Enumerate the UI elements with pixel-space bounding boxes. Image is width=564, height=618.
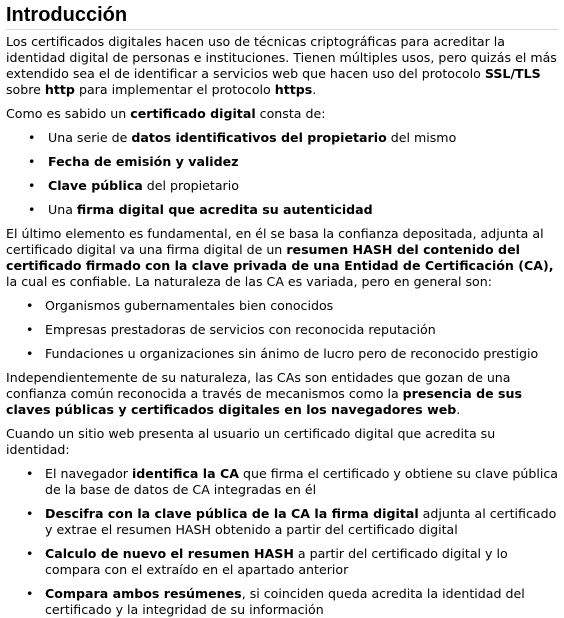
list-item xyxy=(6,298,558,314)
text-run: Una xyxy=(48,202,77,217)
text-run: sobre xyxy=(6,82,45,97)
text-run: Organismos gubernamentales bien conocidos xyxy=(45,298,334,313)
text-run: Los certificados digitales hacen uso de técnicas criptográficas para acreditar la identidad digital de personas e instituciones. Tienen múltiples usos, pero quizás el más extendido sea el de identificar a servicios web que hacen uso del protocolo xyxy=(6,34,557,81)
text-run: que firma el certificado y obtiene su clave pública de la base de datos de CA integradas en él xyxy=(45,466,558,497)
list-item xyxy=(6,546,558,578)
list-item xyxy=(6,466,558,498)
text-run: Independientemente de su naturaleza, las CAs son entidades que gozan de una confianza común reconocida a través de mecanismos como la xyxy=(6,370,511,401)
text-run: El navegador xyxy=(45,466,132,481)
text-run: a partir del certificado digital y lo compara con el extraído en el apartado anterior xyxy=(45,546,508,577)
text-run: . xyxy=(456,402,461,417)
bold-text: https xyxy=(274,82,313,97)
text-run: El último elemento es fundamental, en él se basa la confianza depositada, adjunta al certificado digital va una firma digital de un xyxy=(6,226,544,257)
verification-steps-list xyxy=(6,466,558,618)
text-run: la cual es confiable. La naturaleza de las CA es variada, pero en general son: xyxy=(6,274,492,289)
bold-text: presencia de sus claves públicas y certificados digitales en los navegadores web xyxy=(6,386,523,417)
bold-text: SSL/TLS xyxy=(484,66,541,81)
list-item xyxy=(6,202,558,218)
text-run: Cuando un sitio web presenta al usuario un certificado digital que acredita su identidad: xyxy=(6,426,496,457)
text-run: del propietario xyxy=(142,178,239,193)
bold-text: identifica la CA xyxy=(131,466,239,481)
text-run: Empresas prestadoras de servicios con reconocida reputación xyxy=(45,322,436,337)
text-run: consta de: xyxy=(255,106,326,121)
bold-text: Calculo de nuevo el resumen HASH xyxy=(45,546,294,561)
list-item xyxy=(6,130,558,146)
text-run: . xyxy=(312,82,317,97)
text-run: adjunta al certificado y extrae el resumen HASH obtenido a partir del certificado digital xyxy=(45,506,557,537)
bold-text: datos identificativos del propietario xyxy=(131,130,387,145)
bold-text: firma digital que acredita su autenticidad xyxy=(76,202,373,217)
bold-text: certificado digital xyxy=(130,106,256,121)
bold-text: Descifra con la clave pública de la CA la firma digital xyxy=(45,506,419,521)
page-title: Introducción xyxy=(6,4,558,30)
intro-paragraph xyxy=(6,34,558,98)
bold-text: Compara ambos resúmenes xyxy=(45,586,242,601)
text-run: Como es sabido un xyxy=(6,106,131,121)
text-run: Fundaciones u organizaciones sin ánimo de lucro pero de reconocido prestigio xyxy=(45,346,539,361)
bold-text: Clave pública xyxy=(48,178,143,193)
bold-text: http xyxy=(44,82,75,97)
verification-intro-paragraph xyxy=(6,426,558,458)
ca-types-list xyxy=(6,298,558,362)
list-item xyxy=(6,586,558,618)
list-item xyxy=(6,178,558,194)
bold-text: Fecha de emisión y validez xyxy=(48,154,239,169)
list-item xyxy=(6,322,558,338)
list-item xyxy=(6,506,558,538)
list-item xyxy=(6,346,558,362)
contents-intro-paragraph xyxy=(6,106,558,122)
text-run: para implementar el protocolo xyxy=(74,82,275,97)
last-element-paragraph xyxy=(6,226,558,290)
text-run: del mismo xyxy=(386,130,457,145)
certificate-contents-list xyxy=(6,130,558,218)
text-run: Una serie de xyxy=(48,130,132,145)
text-run: , si coinciden queda acredita la identidad del certificado y la integridad de su información xyxy=(45,586,525,617)
independent-paragraph xyxy=(6,370,558,418)
bold-text: resumen HASH del contenido del certificado firmado con la clave privada de una Entidad de Certificación (CA), xyxy=(6,242,554,273)
list-item xyxy=(6,154,558,170)
